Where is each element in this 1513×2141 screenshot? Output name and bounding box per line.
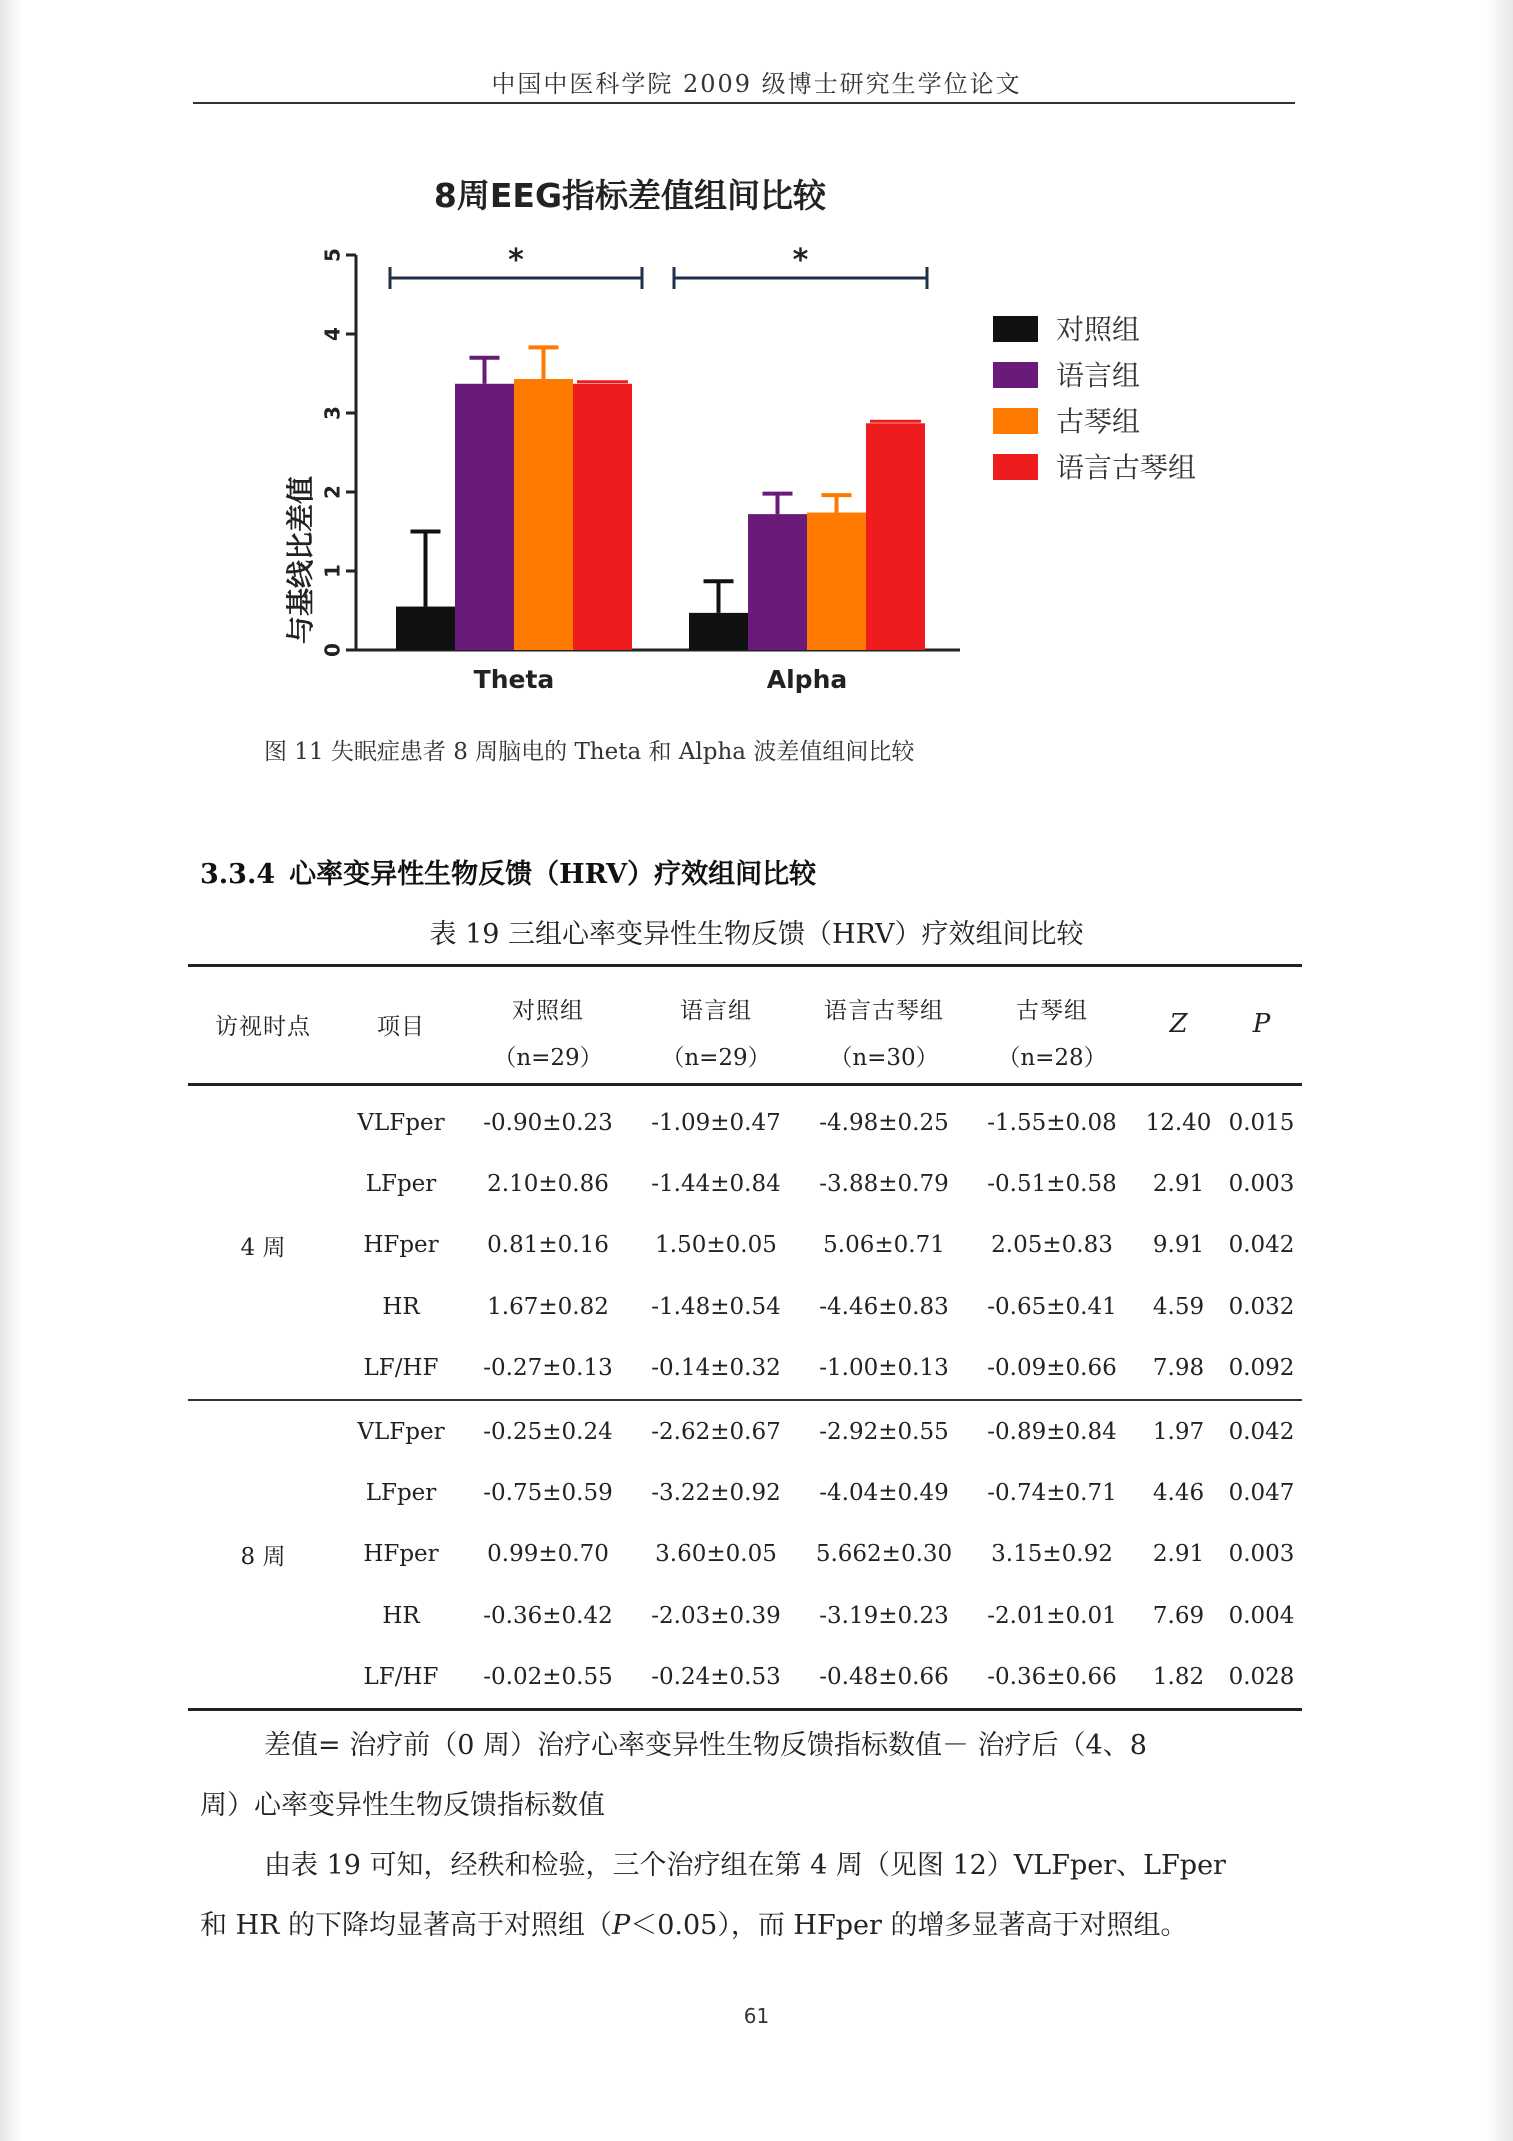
- table-row: [188, 1085, 1302, 1154]
- value-cell: -0.27±0.13: [483, 1355, 613, 1382]
- value-cell: -0.89±0.84: [987, 1418, 1117, 1445]
- item-cell: HR: [382, 1293, 420, 1320]
- legend-swatch: [993, 408, 1038, 434]
- value-cell: -1.09±0.47: [651, 1109, 781, 1136]
- z-cell: 12.40: [1145, 1109, 1212, 1136]
- section-heading: [200, 852, 816, 891]
- visit-cell: 4 周: [240, 1234, 286, 1261]
- header-group-name: 语言组: [680, 998, 752, 1024]
- value-cell: 1.67±0.82: [487, 1293, 609, 1320]
- value-cell: -4.98±0.25: [819, 1109, 949, 1136]
- value-cell: 0.81±0.16: [487, 1232, 609, 1259]
- item-cell: LF/HF: [363, 1355, 439, 1382]
- y-tick-label: 1: [320, 564, 345, 578]
- hrv-table-container: [188, 964, 1302, 1711]
- bar-theta-2: [455, 384, 514, 650]
- value-cell: -4.46±0.83: [819, 1293, 949, 1320]
- value-cell: -0.75±0.59: [483, 1480, 613, 1507]
- running-header: 中国中医科学院 2009 级博士研究生学位论文: [491, 70, 1022, 98]
- section-title: 心率变异性生物反馈（HRV）疗效组间比较: [289, 859, 817, 890]
- z-cell: 7.98: [1152, 1355, 1205, 1382]
- z-cell: 4.46: [1152, 1480, 1205, 1507]
- header-rule: [193, 102, 1295, 104]
- z-cell: 7.69: [1152, 1602, 1205, 1629]
- z-cell: 1.97: [1152, 1418, 1205, 1445]
- bar-alpha-3: [807, 513, 866, 650]
- p-cell: 0.042: [1228, 1418, 1295, 1445]
- para-p-symbol: P: [612, 1910, 631, 1941]
- legend-label: 古琴组: [1056, 405, 1141, 438]
- header-group-n: （n=29）: [661, 1044, 771, 1071]
- y-axis-label: 与基线比差值: [284, 475, 317, 645]
- value-cell: -1.48±0.54: [651, 1293, 781, 1320]
- value-cell: -0.14±0.32: [651, 1355, 781, 1382]
- value-cell: -0.36±0.42: [483, 1602, 613, 1629]
- header-p: P: [1252, 1009, 1271, 1039]
- section-number: 3.3.4: [200, 859, 276, 890]
- value-cell: -1.55±0.08: [987, 1109, 1117, 1136]
- p-cell: 0.003: [1228, 1171, 1295, 1198]
- value-cell: 3.15±0.92: [991, 1541, 1113, 1568]
- significance-asterisk: *: [792, 243, 809, 278]
- significance-markers: [390, 243, 927, 289]
- item-cell: HR: [382, 1602, 420, 1629]
- header-visit: 访视时点: [215, 1013, 311, 1040]
- legend-label: 对照组: [1056, 313, 1141, 346]
- value-cell: -2.92±0.55: [819, 1418, 949, 1445]
- value-cell: -1.00±0.13: [819, 1355, 949, 1382]
- header-group-name: 语言古琴组: [824, 998, 944, 1024]
- value-cell: 5.06±0.71: [823, 1232, 945, 1259]
- item-cell: HFper: [363, 1232, 439, 1259]
- value-cell: 3.60±0.05: [655, 1541, 777, 1568]
- bar-alpha-2: [748, 514, 807, 650]
- legend-label: 语言古琴组: [1056, 451, 1197, 484]
- value-cell: -2.01±0.01: [987, 1602, 1117, 1629]
- value-cell: -3.88±0.79: [819, 1171, 949, 1198]
- value-cell: -0.25±0.24: [483, 1418, 613, 1445]
- para-line-2b: ＜0.05），而 HFper 的增多显著高于对照组。: [630, 1910, 1188, 1941]
- x-tick-labels: [474, 665, 848, 694]
- chart-title: 8周EEG指标差值组间比较: [433, 176, 827, 215]
- body-paragraph: [200, 1836, 1300, 1956]
- header-z: Z: [1169, 1009, 1188, 1039]
- table-row: [188, 1338, 1302, 1400]
- table-row: [188, 1276, 1302, 1337]
- eeg-bar-chart: [260, 150, 1260, 710]
- table-row: [188, 1400, 1302, 1462]
- header-group-name: 对照组: [512, 998, 584, 1024]
- value-cell: -0.36±0.66: [987, 1664, 1117, 1691]
- visit-cell: 8 周: [240, 1543, 286, 1570]
- legend-swatch: [993, 316, 1038, 342]
- item-cell: LFper: [365, 1171, 437, 1198]
- page-number: 61: [743, 2004, 770, 2028]
- bar-theta-4: [573, 384, 632, 650]
- table-row: [188, 1215, 1302, 1276]
- item-cell: VLFper: [357, 1109, 445, 1136]
- bar-theta-1: [396, 607, 455, 650]
- header-item: 项目: [377, 1013, 425, 1040]
- table-row: [188, 1153, 1302, 1214]
- bar-alpha-4: [866, 423, 925, 650]
- table-row: [188, 1585, 1302, 1646]
- value-cell: 1.50±0.05: [655, 1232, 777, 1259]
- note-paragraph: [200, 1716, 1300, 1836]
- value-cell: -0.24±0.53: [651, 1664, 781, 1691]
- legend-label: 语言组: [1056, 359, 1141, 392]
- table-caption: 表 19 三组心率变异性生物反馈（HRV）疗效组间比较: [429, 919, 1084, 950]
- p-cell: 0.028: [1228, 1664, 1295, 1691]
- header-group-name: 古琴组: [1016, 998, 1088, 1024]
- value-cell: -0.90±0.23: [483, 1109, 613, 1136]
- p-cell: 0.092: [1228, 1355, 1295, 1382]
- p-cell: 0.003: [1228, 1541, 1295, 1568]
- x-tick-label: Theta: [473, 665, 555, 694]
- bar-theta-3: [514, 379, 573, 650]
- significance-asterisk: *: [508, 243, 524, 278]
- p-cell: 0.004: [1228, 1602, 1295, 1629]
- note-line-1: 差值= 治疗前（0 周）治疗心率变异性生物反馈指标数值－ 治疗后（4、8: [264, 1730, 1147, 1761]
- item-cell: HFper: [363, 1541, 439, 1568]
- hrv-table: [188, 964, 1302, 1711]
- value-cell: 2.05±0.83: [991, 1232, 1113, 1259]
- note-line-2: 周）心率变异性生物反馈指标数值: [200, 1790, 605, 1821]
- item-cell: LFper: [365, 1480, 437, 1507]
- p-cell: 0.042: [1228, 1232, 1295, 1259]
- table-group-week8: [188, 1400, 1302, 1709]
- value-cell: -0.74±0.71: [987, 1480, 1117, 1507]
- chart-legend: [993, 313, 1196, 484]
- y-tick-label: 3: [320, 406, 345, 420]
- value-cell: -0.51±0.58: [987, 1171, 1117, 1198]
- item-cell: VLFper: [357, 1418, 445, 1445]
- figure-caption: 图 11 失眠症患者 8 周脑电的 Theta 和 Alpha 波差值组间比较: [264, 739, 915, 765]
- table-group-week4: [188, 1085, 1302, 1400]
- bar-alpha-1: [689, 613, 748, 650]
- y-tick-label: 4: [320, 327, 345, 341]
- value-cell: -3.22±0.92: [651, 1480, 781, 1507]
- x-tick-label: Alpha: [766, 665, 848, 694]
- y-tick-label: 0: [320, 643, 345, 657]
- p-cell: 0.015: [1228, 1109, 1295, 1136]
- item-cell: LF/HF: [363, 1664, 439, 1691]
- z-cell: 9.91: [1152, 1232, 1205, 1259]
- z-cell: 4.59: [1152, 1293, 1205, 1320]
- value-cell: 2.10±0.86: [487, 1171, 609, 1198]
- table-row: [188, 1462, 1302, 1523]
- header-group-n: （n=30）: [829, 1044, 939, 1071]
- value-cell: 0.99±0.70: [487, 1541, 609, 1568]
- value-cell: 5.662±0.30: [815, 1541, 953, 1568]
- chart-bars: [396, 347, 925, 650]
- y-tick-label: 2: [320, 485, 345, 499]
- value-cell: -0.65±0.41: [987, 1293, 1117, 1320]
- header-group-n: （n=29）: [493, 1044, 603, 1071]
- value-cell: -0.48±0.66: [819, 1664, 949, 1691]
- legend-swatch: [993, 454, 1038, 480]
- legend-swatch: [993, 362, 1038, 388]
- value-cell: -2.03±0.39: [651, 1602, 781, 1629]
- value-cell: -1.44±0.84: [651, 1171, 781, 1198]
- value-cell: -0.09±0.66: [987, 1355, 1117, 1382]
- z-cell: 2.91: [1152, 1541, 1205, 1568]
- value-cell: -4.04±0.49: [819, 1480, 949, 1507]
- table-row: [188, 1524, 1302, 1585]
- value-cell: -2.62±0.67: [651, 1418, 781, 1445]
- value-cell: -0.02±0.55: [483, 1664, 613, 1691]
- table-row: [188, 1647, 1302, 1710]
- z-cell: 1.82: [1152, 1664, 1205, 1691]
- page-edge-left: [0, 0, 22, 2141]
- value-cell: -3.19±0.23: [819, 1602, 949, 1629]
- z-cell: 2.91: [1152, 1171, 1205, 1198]
- header-group-n: （n=28）: [997, 1044, 1107, 1071]
- page-edge-right: [1485, 0, 1513, 2141]
- para-line-2a: 和 HR 的下降均显著高于对照组（: [200, 1910, 613, 1941]
- p-cell: 0.032: [1228, 1293, 1295, 1320]
- para-line-1: 由表 19 可知，经秩和检验，三个治疗组在第 4 周（见图 12）VLFper、LFper: [264, 1850, 1226, 1881]
- y-tick-label: 5: [320, 248, 345, 262]
- p-cell: 0.047: [1228, 1480, 1295, 1507]
